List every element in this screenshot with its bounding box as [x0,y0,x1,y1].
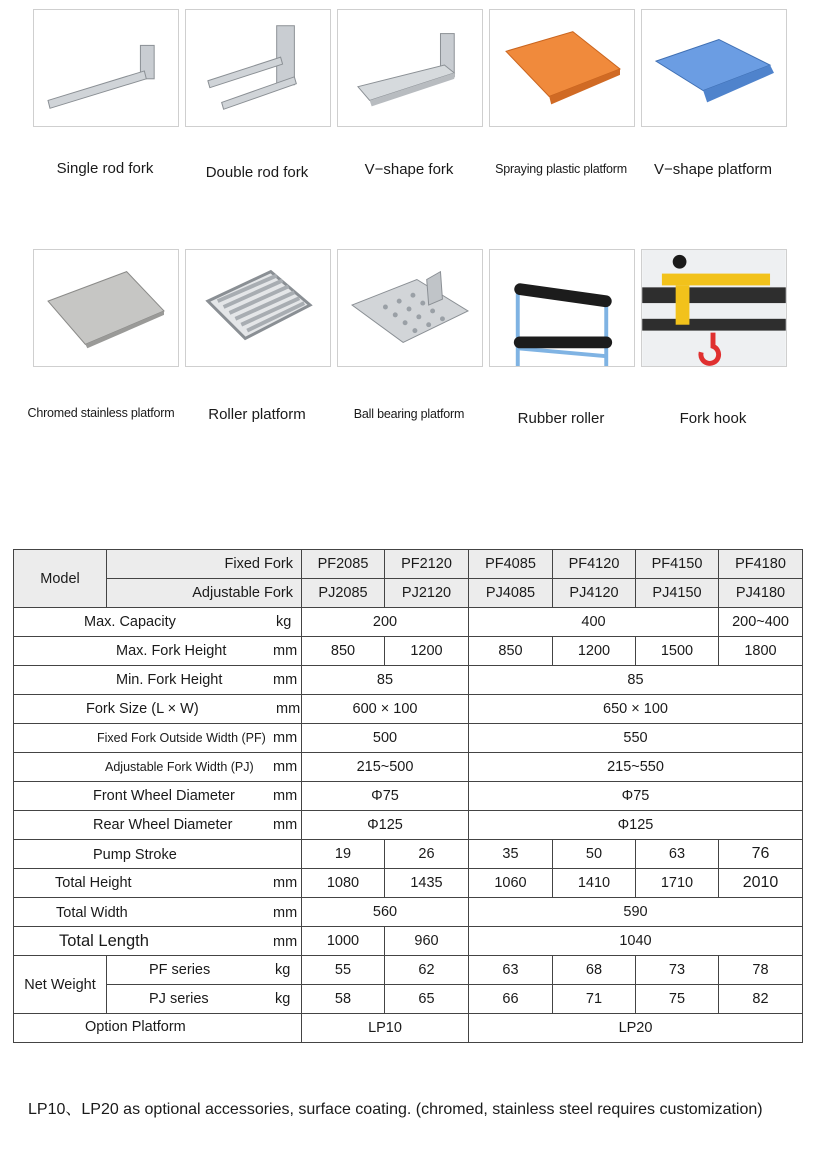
caption-single-rod-fork: Single rod fork [56,160,154,177]
total-height-label: Total Height [55,875,132,891]
value-cell: 200 [302,608,469,637]
model-cell: PJ2085 [302,579,385,608]
max-capacity-label: Max. Capacity [84,614,176,630]
table-row [14,1014,803,1043]
adjustable-fork-width-label: Adjustable Fork Width (PJ) [105,760,254,774]
model-label: Model [14,550,107,608]
unit: mm [273,905,298,921]
caption-fork-hook: Fork hook [679,410,747,427]
row-label [14,1014,302,1043]
adjustable-fork-label: Adjustable Fork [107,579,302,608]
value-cell: 590 [469,898,803,927]
model-cell: PF2120 [385,550,469,579]
caption-v-shape-fork: V−shape fork [364,161,454,178]
table-row [14,753,803,782]
model-cell: PF2085 [302,550,385,579]
table-row [14,956,803,985]
value-cell: 65 [385,985,469,1014]
double-rod-fork-icon [186,10,330,126]
unit: mm [273,934,298,950]
v-shape-fork-icon [338,10,482,126]
table-row [14,637,803,666]
caption-roller-platform: Roller platform [208,406,306,423]
value-cell: 63 [636,840,719,869]
caption-ball-bearing-platform: Ball bearing platform [353,407,465,421]
value-cell: 200~400 [719,608,803,637]
total-width-label: Total Width [56,905,128,921]
unit: kg [276,614,292,630]
value-cell: 63 [469,956,553,985]
value-cell: 68 [553,956,636,985]
total-length-label: Total Length [59,932,149,950]
row-label [14,666,302,695]
table-row [14,985,803,1014]
value-cell: 82 [719,985,803,1014]
value-cell: 1200 [385,637,469,666]
unit: mm [273,759,298,775]
value-cell: 78 [719,956,803,985]
value-cell: LP20 [469,1014,803,1043]
value-cell: 58 [302,985,385,1014]
front-wheel-diameter-label: Front Wheel Diameter [93,788,235,804]
value-cell: 850 [469,637,553,666]
value-cell: 19 [302,840,385,869]
value-cell: 66 [469,985,553,1014]
chrome-platform-icon [34,250,178,366]
orange-platform-icon [490,10,634,126]
caption-spraying-plastic-platform: Spraying plastic platform [495,162,627,176]
unit: mm [273,643,298,659]
value-cell: 2010 [719,869,803,898]
value-cell: 1500 [636,637,719,666]
accessory-note: LP10、LP20 as optional accessories, surface coating. (chromed, stainless steel requires customization) [28,1101,763,1118]
table-row [14,608,803,637]
unit: kg [275,962,291,978]
chromed-stainless-platform-image [33,249,179,367]
net-weight-label: Net Weight [14,956,107,1014]
row-label [14,869,302,898]
model-cell: PJ2120 [385,579,469,608]
value-cell: Φ75 [302,782,469,811]
value-cell: 560 [302,898,469,927]
v-shape-fork-image [337,9,483,127]
value-cell: 62 [385,956,469,985]
fork-size-label: Fork Size (L × W) [86,701,199,717]
table-row [14,869,803,898]
value-cell: 600 × 100 [302,695,469,724]
row-label [14,608,302,637]
caption-double-rod-fork: Double rod fork [205,164,309,181]
table-row [14,666,803,695]
rubber-roller-image [489,249,635,367]
value-cell: 1710 [636,869,719,898]
value-cell: 26 [385,840,469,869]
model-cell: PF4180 [719,550,803,579]
value-cell: 1410 [553,869,636,898]
value-cell: 400 [469,608,719,637]
unit: mm [276,701,301,717]
option-platform-label: Option Platform [85,1019,186,1035]
table-row [14,695,803,724]
value-cell: 73 [636,956,719,985]
roller-platform-image [185,249,331,367]
table-row [14,811,803,840]
model-cell: PF4085 [469,550,553,579]
fixed-fork-label: Fixed Fork [107,550,302,579]
value-cell: 1000 [302,927,385,956]
table-row [14,898,803,927]
unit: mm [273,788,298,804]
row-label [14,840,302,869]
fork-hook-image [641,249,787,367]
value-cell: 500 [302,724,469,753]
model-cell: PF4150 [636,550,719,579]
table-row [14,782,803,811]
value-cell: LP10 [302,1014,469,1043]
single-rod-fork-icon [34,10,178,126]
value-cell: 960 [385,927,469,956]
row-label [14,695,302,724]
fork-hook-icon [642,250,786,366]
model-cell: PF4120 [553,550,636,579]
model-cell: PJ4180 [719,579,803,608]
rubber-roller-icon [490,250,634,366]
double-rod-fork-image [185,9,331,127]
max-fork-height-label: Max. Fork Height [116,643,227,659]
model-cell: PJ4085 [469,579,553,608]
blue-v-platform-icon [642,10,786,126]
row-label [14,724,302,753]
ball-bearing-platform-icon [338,250,482,366]
value-cell: 215~550 [469,753,803,782]
spraying-plastic-platform-image [489,9,635,127]
value-cell: 850 [302,637,385,666]
table-row [14,840,803,869]
table-row [14,579,803,608]
unit: mm [273,672,298,688]
value-cell: 75 [636,985,719,1014]
specification-table [13,549,803,1043]
pump-stroke-label: Pump Stroke [93,847,177,863]
row-label [14,637,302,666]
caption-chromed-stainless-platform: Chromed stainless platform [27,406,175,420]
fixed-fork-outside-width-label: Fixed Fork Outside Width (PF) [97,731,266,745]
value-cell: Φ125 [302,811,469,840]
value-cell: 35 [469,840,553,869]
row-label [107,985,302,1014]
table-row [14,927,803,956]
row-label [107,956,302,985]
row-label [14,898,302,927]
value-cell: 85 [469,666,803,695]
value-cell: 650 × 100 [469,695,803,724]
rear-wheel-diameter-label: Rear Wheel Diameter [93,817,233,833]
pf-series-label: PF series [149,962,211,978]
model-cell: PJ4120 [553,579,636,608]
caption-rubber-roller: Rubber roller [517,410,605,427]
value-cell: Φ75 [469,782,803,811]
value-cell: 550 [469,724,803,753]
value-cell: 50 [553,840,636,869]
value-cell: 76 [719,840,803,869]
v-shape-platform-image [641,9,787,127]
row-label [14,927,302,956]
value-cell: 1435 [385,869,469,898]
value-cell: 1080 [302,869,385,898]
table-row [14,724,803,753]
single-rod-fork-image [33,9,179,127]
value-cell: 1200 [553,637,636,666]
model-cell: PJ4150 [636,579,719,608]
value-cell: 1040 [469,927,803,956]
value-cell: 71 [553,985,636,1014]
unit: mm [273,817,298,833]
roller-platform-icon [186,250,330,366]
value-cell: 1060 [469,869,553,898]
row-label [14,811,302,840]
ball-bearing-platform-image [337,249,483,367]
value-cell: Φ125 [469,811,803,840]
unit: kg [275,991,291,1007]
value-cell: 1800 [719,637,803,666]
value-cell: 55 [302,956,385,985]
row-label [14,782,302,811]
value-cell: 215~500 [302,753,469,782]
min-fork-height-label: Min. Fork Height [116,672,223,688]
row-label [14,753,302,782]
value-cell: 85 [302,666,469,695]
unit: mm [273,875,298,891]
pj-series-label: PJ series [149,991,209,1007]
unit: mm [273,730,298,746]
table-row [14,550,803,579]
caption-v-shape-platform: V−shape platform [654,161,772,178]
